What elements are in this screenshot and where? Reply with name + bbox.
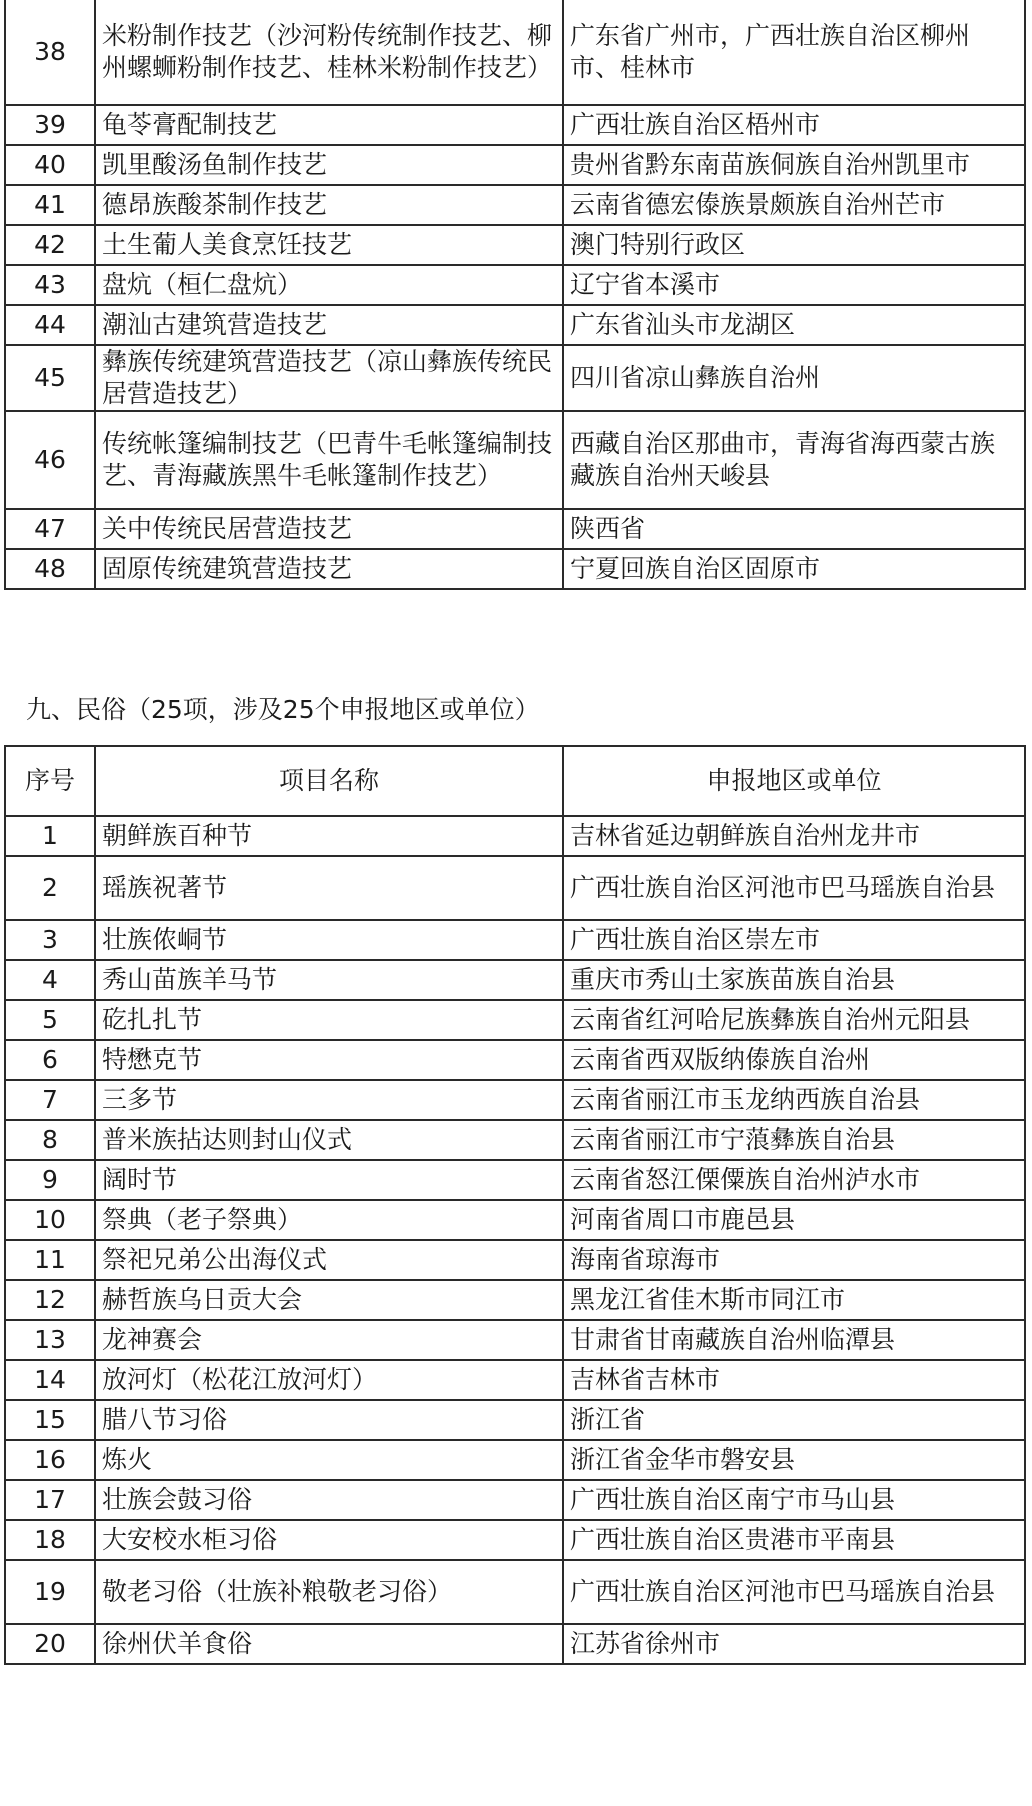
item-name: 潮汕古建筑营造技艺 xyxy=(95,305,563,345)
item-name: 赫哲族乌日贡大会 xyxy=(95,1280,563,1320)
item-name: 土生葡人美食烹饪技艺 xyxy=(95,225,563,265)
row-number: 3 xyxy=(5,920,95,960)
item-name: 腊八节习俗 xyxy=(95,1400,563,1440)
item-name: 传统帐篷编制技艺（巴青牛毛帐篷编制技艺、青海藏族黑牛毛帐篷制作技艺） xyxy=(95,411,563,509)
row-number: 16 xyxy=(5,1440,95,1480)
table-row xyxy=(5,960,1025,1000)
table-row xyxy=(5,856,1025,920)
table-row xyxy=(5,0,1025,105)
header-region: 申报地区或单位 xyxy=(563,746,1025,816)
item-name: 阔时节 xyxy=(95,1160,563,1200)
row-number: 42 xyxy=(5,225,95,265)
table-header-row xyxy=(5,746,1025,816)
row-number: 40 xyxy=(5,145,95,185)
table-row xyxy=(5,1624,1025,1664)
item-region: 澳门特别行政区 xyxy=(563,225,1025,265)
item-region: 云南省丽江市玉龙纳西族自治县 xyxy=(563,1080,1025,1120)
item-region: 辽宁省本溪市 xyxy=(563,265,1025,305)
item-name: 壮族会鼓习俗 xyxy=(95,1480,563,1520)
item-name: 彝族传统建筑营造技艺（凉山彝族传统民居营造技艺） xyxy=(95,345,563,411)
row-number: 46 xyxy=(5,411,95,509)
item-name: 祭祀兄弟公出海仪式 xyxy=(95,1240,563,1280)
heritage-table-crafts xyxy=(4,0,1026,590)
table-row xyxy=(5,816,1025,856)
table-row xyxy=(5,1440,1025,1480)
item-name: 秀山苗族羊马节 xyxy=(95,960,563,1000)
row-number: 17 xyxy=(5,1480,95,1520)
section-heading-folk-customs: 九、民俗（25项，涉及25个申报地区或单位） xyxy=(26,695,540,724)
table-row xyxy=(5,1080,1025,1120)
item-region: 广东省广州市，广西壮族自治区柳州市、桂林市 xyxy=(563,0,1025,105)
item-name: 瑶族祝著节 xyxy=(95,856,563,920)
item-region: 广西壮族自治区南宁市马山县 xyxy=(563,1480,1025,1520)
table-row xyxy=(5,1000,1025,1040)
row-number: 11 xyxy=(5,1240,95,1280)
item-name: 龙神赛会 xyxy=(95,1320,563,1360)
row-number: 15 xyxy=(5,1400,95,1440)
row-number: 1 xyxy=(5,816,95,856)
item-name: 关中传统民居营造技艺 xyxy=(95,509,563,549)
item-region: 浙江省 xyxy=(563,1400,1025,1440)
item-region: 云南省丽江市宁蒗彝族自治县 xyxy=(563,1120,1025,1160)
header-name: 项目名称 xyxy=(95,746,563,816)
table-row xyxy=(5,1520,1025,1560)
item-name: 盘炕（桓仁盘炕） xyxy=(95,265,563,305)
row-number: 47 xyxy=(5,509,95,549)
table-row xyxy=(5,1240,1025,1280)
row-number: 18 xyxy=(5,1520,95,1560)
item-name: 三多节 xyxy=(95,1080,563,1120)
table-row xyxy=(5,549,1025,589)
table-row xyxy=(5,1160,1025,1200)
item-name: 固原传统建筑营造技艺 xyxy=(95,549,563,589)
table-row xyxy=(5,1120,1025,1160)
item-region: 四川省凉山彝族自治州 xyxy=(563,345,1025,411)
item-region: 广西壮族自治区梧州市 xyxy=(563,105,1025,145)
item-name: 凯里酸汤鱼制作技艺 xyxy=(95,145,563,185)
row-number: 6 xyxy=(5,1040,95,1080)
table-row xyxy=(5,305,1025,345)
row-number: 43 xyxy=(5,265,95,305)
item-name: 祭典（老子祭典） xyxy=(95,1200,563,1240)
item-region: 陕西省 xyxy=(563,509,1025,549)
row-number: 19 xyxy=(5,1560,95,1624)
table-row xyxy=(5,1040,1025,1080)
item-name: 大安校水柜习俗 xyxy=(95,1520,563,1560)
item-region: 宁夏回族自治区固原市 xyxy=(563,549,1025,589)
table-row xyxy=(5,411,1025,509)
row-number: 2 xyxy=(5,856,95,920)
item-name: 龟苓膏配制技艺 xyxy=(95,105,563,145)
table-row xyxy=(5,145,1025,185)
item-region: 黑龙江省佳木斯市同江市 xyxy=(563,1280,1025,1320)
table-row xyxy=(5,509,1025,549)
item-name: 特懋克节 xyxy=(95,1040,563,1080)
item-region: 广东省汕头市龙湖区 xyxy=(563,305,1025,345)
item-region: 浙江省金华市磐安县 xyxy=(563,1440,1025,1480)
row-number: 7 xyxy=(5,1080,95,1120)
item-region: 云南省红河哈尼族彝族自治州元阳县 xyxy=(563,1000,1025,1040)
heritage-table-folk-customs xyxy=(4,745,1026,1665)
table-row xyxy=(5,105,1025,145)
header-no: 序号 xyxy=(5,746,95,816)
item-region: 广西壮族自治区崇左市 xyxy=(563,920,1025,960)
row-number: 45 xyxy=(5,345,95,411)
row-number: 38 xyxy=(5,0,95,105)
row-number: 39 xyxy=(5,105,95,145)
row-number: 41 xyxy=(5,185,95,225)
row-number: 9 xyxy=(5,1160,95,1200)
row-number: 44 xyxy=(5,305,95,345)
table-row xyxy=(5,1360,1025,1400)
row-number: 13 xyxy=(5,1320,95,1360)
row-number: 48 xyxy=(5,549,95,589)
item-region: 海南省琼海市 xyxy=(563,1240,1025,1280)
item-region: 重庆市秀山土家族苗族自治县 xyxy=(563,960,1025,1000)
row-number: 14 xyxy=(5,1360,95,1400)
table-row xyxy=(5,1280,1025,1320)
table-row xyxy=(5,345,1025,411)
item-name: 徐州伏羊食俗 xyxy=(95,1624,563,1664)
table-row xyxy=(5,185,1025,225)
item-region: 云南省德宏傣族景颇族自治州芒市 xyxy=(563,185,1025,225)
item-name: 普米族拈达则封山仪式 xyxy=(95,1120,563,1160)
item-region: 云南省西双版纳傣族自治州 xyxy=(563,1040,1025,1080)
row-number: 12 xyxy=(5,1280,95,1320)
row-number: 5 xyxy=(5,1000,95,1040)
table-row xyxy=(5,1400,1025,1440)
row-number: 10 xyxy=(5,1200,95,1240)
item-region: 河南省周口市鹿邑县 xyxy=(563,1200,1025,1240)
row-number: 8 xyxy=(5,1120,95,1160)
item-region: 云南省怒江傈僳族自治州泸水市 xyxy=(563,1160,1025,1200)
item-name: 矻扎扎节 xyxy=(95,1000,563,1040)
item-region: 广西壮族自治区贵港市平南县 xyxy=(563,1520,1025,1560)
item-region: 广西壮族自治区河池市巴马瑶族自治县 xyxy=(563,856,1025,920)
item-region: 江苏省徐州市 xyxy=(563,1624,1025,1664)
item-region: 吉林省延边朝鲜族自治州龙井市 xyxy=(563,816,1025,856)
row-number: 4 xyxy=(5,960,95,1000)
row-number: 20 xyxy=(5,1624,95,1664)
item-region: 广西壮族自治区河池市巴马瑶族自治县 xyxy=(563,1560,1025,1624)
item-region: 吉林省吉林市 xyxy=(563,1360,1025,1400)
item-name: 炼火 xyxy=(95,1440,563,1480)
item-region: 西藏自治区那曲市，青海省海西蒙古族藏族自治州天峻县 xyxy=(563,411,1025,509)
item-name: 德昂族酸茶制作技艺 xyxy=(95,185,563,225)
table-row xyxy=(5,1560,1025,1624)
table-row xyxy=(5,225,1025,265)
table-row xyxy=(5,1480,1025,1520)
item-name: 放河灯（松花江放河灯） xyxy=(95,1360,563,1400)
table-row xyxy=(5,265,1025,305)
item-name: 敬老习俗（壮族补粮敬老习俗） xyxy=(95,1560,563,1624)
item-name: 朝鲜族百种节 xyxy=(95,816,563,856)
item-region: 甘肃省甘南藏族自治州临潭县 xyxy=(563,1320,1025,1360)
table-row xyxy=(5,1200,1025,1240)
item-name: 米粉制作技艺（沙河粉传统制作技艺、柳州螺蛳粉制作技艺、桂林米粉制作技艺） xyxy=(95,0,563,105)
item-name: 壮族侬峒节 xyxy=(95,920,563,960)
table-row xyxy=(5,920,1025,960)
item-region: 贵州省黔东南苗族侗族自治州凯里市 xyxy=(563,145,1025,185)
table-row xyxy=(5,1320,1025,1360)
